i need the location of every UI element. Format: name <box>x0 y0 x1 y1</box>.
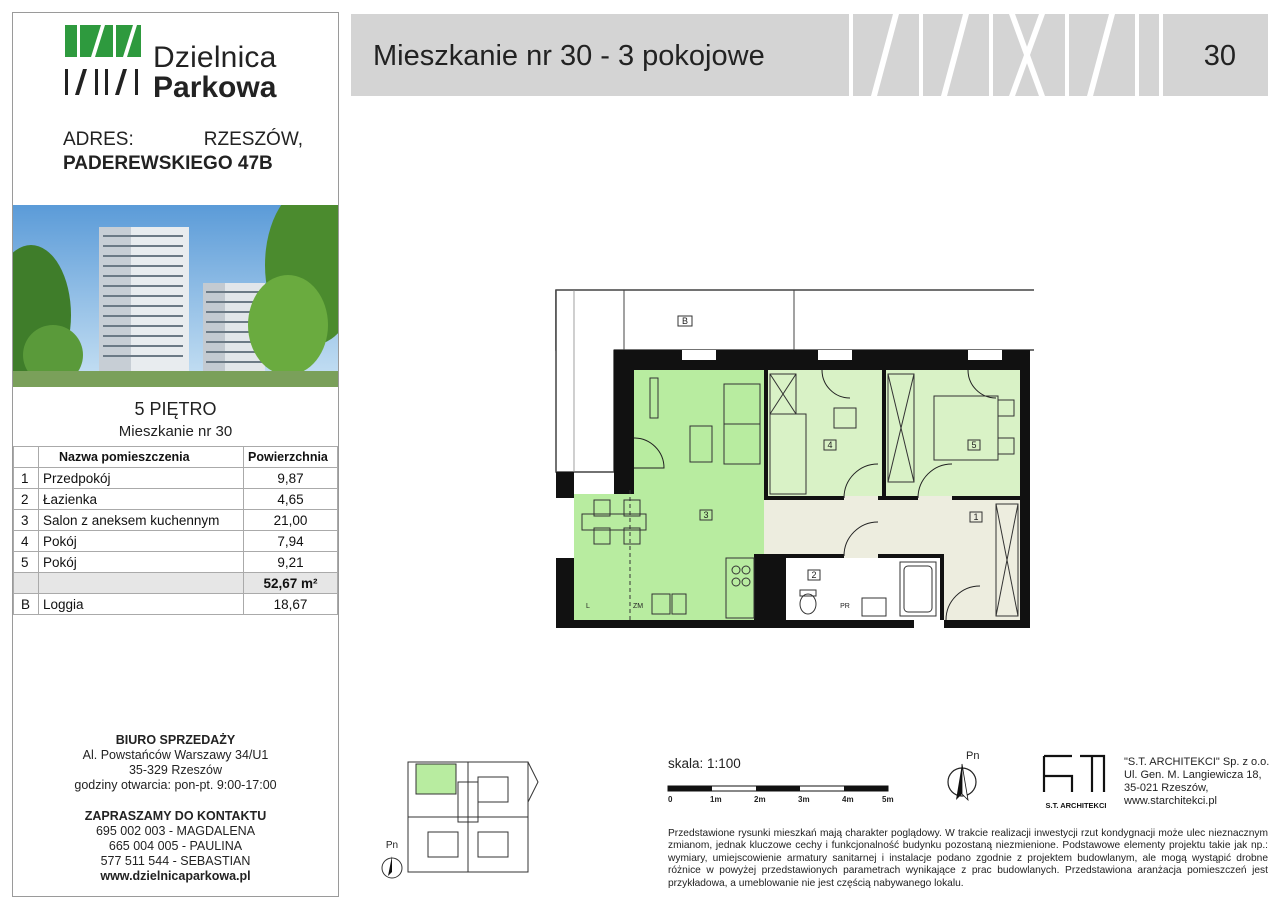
contact-title: ZAPRASZAMY DO KONTAKTU <box>84 809 267 823</box>
plan-label-zm: ZM <box>632 603 644 610</box>
scale-tick: 0 <box>668 795 673 804</box>
table-row <box>14 531 338 552</box>
floor-plan <box>554 288 1034 630</box>
plan-label-living: 3 <box>703 510 709 520</box>
row-area: 9,21 <box>244 552 338 573</box>
row-area: 4,65 <box>244 489 338 510</box>
north-label: Pn <box>966 750 980 762</box>
row-name: Przedpokój <box>39 468 244 489</box>
floor-label: 5 PIĘTRO <box>134 399 217 419</box>
row-name: Pokój <box>39 531 244 552</box>
page-title: Mieszkanie nr 30 - 3 pokojowe <box>373 40 765 72</box>
rooms-table <box>13 446 338 615</box>
scale-tick: 5m <box>882 795 894 804</box>
header-bar <box>351 14 1268 96</box>
sales-line2: 35-329 Rzeszów <box>128 763 223 777</box>
company-city: 35-021 Rzeszów, <box>1124 782 1209 794</box>
address-line1 <box>63 129 303 151</box>
website-link[interactable]: www.dzielnicaparkowa.pl <box>100 869 251 883</box>
plan-label-loggia: B <box>681 316 689 326</box>
table-row <box>14 510 338 531</box>
row-no: 3 <box>14 510 39 531</box>
table-header <box>14 447 338 468</box>
table-total-row <box>14 573 338 594</box>
scale-tick: 2m <box>754 795 766 804</box>
row-name: Salon z aneksem kuchennym <box>39 510 244 531</box>
apartment-subtitle: Mieszkanie nr 30 <box>118 423 233 440</box>
contact-phone: 665 004 005 - PAULINA <box>108 839 243 853</box>
info-panel <box>12 12 339 897</box>
row-area: 7,94 <box>244 531 338 552</box>
scale-bar <box>666 784 906 810</box>
company-info <box>1124 756 1269 808</box>
row-name: Loggia <box>39 594 244 615</box>
address-street: PADEREWSKIEGO 47B <box>63 153 273 174</box>
table-header-name: Nazwa pomieszczenia <box>39 447 244 468</box>
brand-name-line1: Dzielnica <box>153 41 277 74</box>
plan-label-bathroom: 2 <box>811 570 817 580</box>
st-architekci-logo <box>1040 752 1112 812</box>
row-no: 1 <box>14 468 39 489</box>
row-no: B <box>14 594 39 615</box>
row-no: 5 <box>14 552 39 573</box>
table-row <box>14 489 338 510</box>
brand-logo <box>65 25 305 111</box>
address-label: ADRES: <box>63 129 134 150</box>
north-arrow-icon <box>938 748 986 804</box>
scale-tick: 3m <box>798 795 810 804</box>
company-name: "S.T. ARCHITEKCI" Sp. z o.o. <box>1124 756 1270 768</box>
scale-tick: 1m <box>710 795 722 804</box>
scale-label: skala: 1:100 <box>668 756 741 771</box>
row-no: 2 <box>14 489 39 510</box>
company-street: Ul. Gen. M. Langiewicza 18, <box>1124 769 1262 781</box>
brand-name-line2: Parkowa <box>153 71 277 104</box>
building-photo <box>13 205 338 387</box>
keyplan-north-label: Pn <box>385 840 399 851</box>
sales-title: BIURO SPRZEDAŻY <box>115 733 236 747</box>
apartment-number: 30 <box>1203 40 1236 72</box>
sales-hours: godziny otwarcia: pon-pt. 9:00-17:00 <box>74 778 277 792</box>
sales-line1: Al. Powstańców Warszawy 34/U1 <box>82 748 269 762</box>
table-header-area: Powierzchnia <box>244 447 338 468</box>
row-area: 21,00 <box>244 510 338 531</box>
address-city: RZESZÓW, <box>203 129 303 150</box>
st-logo-caption: S.T. ARCHITEKCI <box>1045 801 1107 810</box>
row-name: Łazienka <box>39 489 244 510</box>
table-row <box>14 468 338 489</box>
plan-label-room4: 4 <box>827 440 833 450</box>
total-area: 52,67 m² <box>244 573 338 594</box>
plan-label-l: L <box>586 603 590 610</box>
table-header-no <box>14 447 39 468</box>
disclaimer-text: Przedstawione rysunki mieszkań mają charakter poglądowy. W trakcie realizacji inwestycji rzut kondygnacji może ulec nieznacznym zmianom, jednak kluczowe cechy i funkcjonalność budynku pozostaną niezmienione. Podstawowe elementy projektu takie jak np.: wymiary, umiejscowienie armatury sanitarnej i instalacje podano zgodnie z projektem budowlanym, ale mogą wystąpić drobne różnice w powyżej przedstawionych parametrach wynikające z prac budowlanych. Przedstawiona aranżacja pomieszczeń jest przykładowa, a umeblowanie nie jest częścią nabywanego lokalu. <box>668 828 1268 889</box>
row-name: Pokój <box>39 552 244 573</box>
contact-phone: 695 002 003 - MAGDALENA <box>95 824 256 838</box>
row-area: 18,67 <box>244 594 338 615</box>
brand-pattern-icon <box>849 14 1169 96</box>
row-no: 4 <box>14 531 39 552</box>
sales-office <box>13 733 338 793</box>
key-plan <box>378 742 558 892</box>
plan-label-room5: 5 <box>971 440 977 450</box>
table-row-loggia <box>14 594 338 615</box>
table-row <box>14 552 338 573</box>
plan-label-hall: 1 <box>973 512 979 522</box>
company-web[interactable]: www.starchitekci.pl <box>1124 795 1217 807</box>
scale-tick: 4m <box>842 795 854 804</box>
contact-block <box>13 809 338 884</box>
brand-logo-icon <box>65 25 141 97</box>
plan-label-pr: PR <box>840 603 850 610</box>
row-area: 9,87 <box>244 468 338 489</box>
contact-phone: 577 511 544 - SEBASTIAN <box>100 854 251 868</box>
